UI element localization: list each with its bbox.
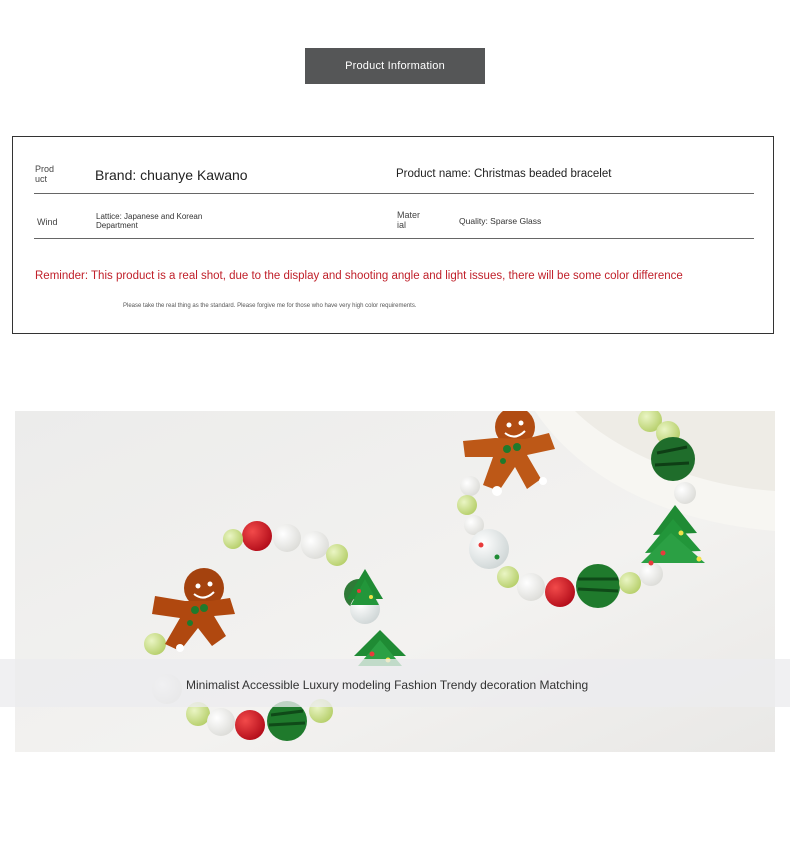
product-name-label: Product name: — [396, 168, 471, 180]
reminder-text: Reminder: This product is a real shot, due to the display and shooting angle and light issues, there will be some color difference — [35, 270, 683, 282]
product-name-value: Christmas beaded bracelet — [474, 168, 612, 180]
material-label: Mater ial — [397, 210, 421, 230]
wind-label: Wind — [37, 217, 58, 227]
product-name — [396, 168, 611, 180]
product-information-badge — [305, 48, 485, 84]
disclaimer-note: Please take the real thing as the standard. Please forgive me for those who have very high color requirements. — [123, 303, 417, 309]
brand-text: Brand: chuanye Kawano — [95, 167, 248, 183]
info-row-brand — [34, 159, 754, 194]
product-info-table — [12, 136, 774, 334]
photo-caption: Minimalist Accessible Luxury modeling Fashion Trendy decoration Matching — [186, 678, 589, 692]
product-label: Prod uct — [35, 164, 55, 184]
info-row-style — [34, 207, 754, 239]
quality-text: Quality: Sparse Glass — [459, 216, 542, 226]
badge-label: Product Information — [345, 60, 445, 72]
lattice-text: Lattice: Japanese and Korean Department — [96, 212, 203, 230]
